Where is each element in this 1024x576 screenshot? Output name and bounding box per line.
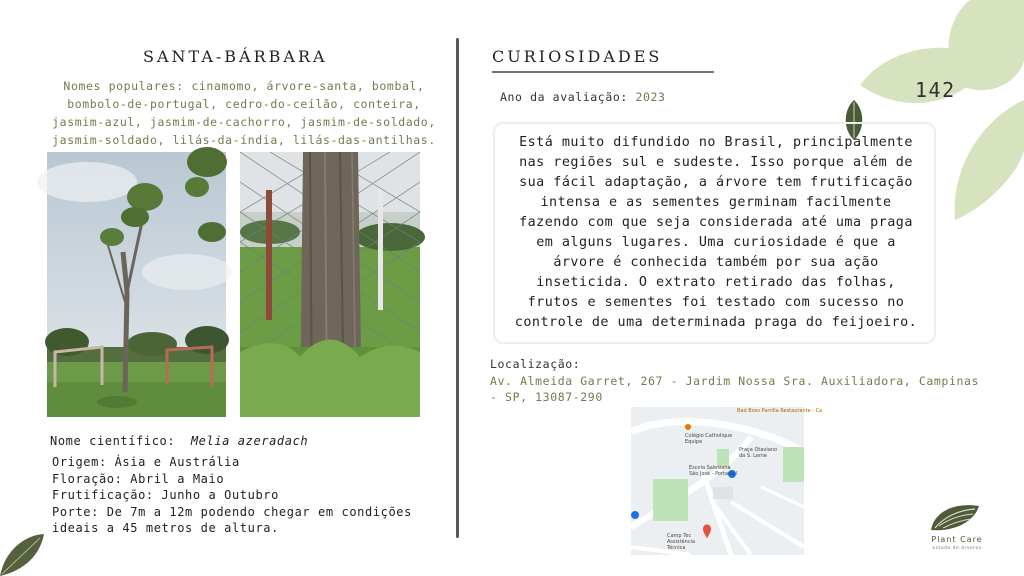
popular-names: Nomes populares: cinamomo, árvore-santa, bombal, bombolo-de-portugal, cedro-do-ceilão, conteira, jasmim-azul, jasmim-de-cachorro, jasmim-de-soldado, jasmim-soldado, lilás-da-índia, lilás-das-antilhas. <box>52 79 436 147</box>
location-label: Localização: <box>490 357 581 371</box>
leaf-corner-icon <box>0 530 50 576</box>
scientific-name: Melia azeradach <box>190 434 309 448</box>
year-label: Ano da avaliação: <box>500 90 628 104</box>
curiosities-title: CURIOSIDADES <box>492 47 663 66</box>
size-line-2: ideais a 45 metros de altura. <box>52 521 279 535</box>
map-label-college: Colégio Catholique Equipe <box>685 433 733 445</box>
tree-photo-full <box>47 152 226 417</box>
evaluation-year-row <box>500 90 666 104</box>
page-number: 142 <box>915 78 956 102</box>
year-value: 2023 <box>635 90 666 104</box>
species-title: SANTA-BÁRBARA <box>143 47 328 66</box>
location-map[interactable] <box>631 407 823 555</box>
map-label-square: Praça Otaviano da S. Leme <box>739 447 778 459</box>
title-underline <box>492 71 714 73</box>
tree-photo-trunk <box>240 152 420 417</box>
map-label-school: Escola Salesiana São José - Portaria I <box>689 465 738 477</box>
flowering-line: Floração: Abril a Maio <box>52 471 225 486</box>
scientific-name-row <box>50 433 308 450</box>
logo-name: Plant Care <box>931 535 983 544</box>
fruiting-line: Frutificação: Junho a Outubro <box>52 488 279 502</box>
scientific-label: Nome científico: <box>50 434 176 448</box>
address-text: Av. Almeida Garret, 267 - Jardim Nossa Sra. Auxiliadora, Campinas - SP, 13087-290 <box>490 374 980 404</box>
size-line-1: Porte: De 7m a 12m podendo chegar em condições <box>52 504 412 519</box>
plant-care-logo-icon <box>929 502 984 532</box>
curiosity-text: Está muito difundido no Brasil, principalmente nas regiões sul e sudeste. Isso porque além de sua fácil adaptação, a árvore tem frutificação intensa e as sementes germinam facilmente fazendo com que seja considerada até uma praga em alguns lugares. Uma curiosidade é que a árvore é conhecida também por sua ação inseticida. O extrato retirado das folhas, frutos e sementes foi testado com sucesso no controle de uma determinada praga do feijoeiro. <box>514 135 918 330</box>
plant-care-logo <box>922 502 992 552</box>
logo-tagline: estudo de árvores <box>932 546 982 551</box>
map-label-camp: Camp Tec Assistência Técnica <box>667 533 696 551</box>
origin-line: Origem: Ásia e Austrália <box>52 455 240 469</box>
map-label-restaurant: Bad Boss Parrilla Restaurante - Ca <box>737 408 823 414</box>
vertical-divider <box>456 38 459 538</box>
